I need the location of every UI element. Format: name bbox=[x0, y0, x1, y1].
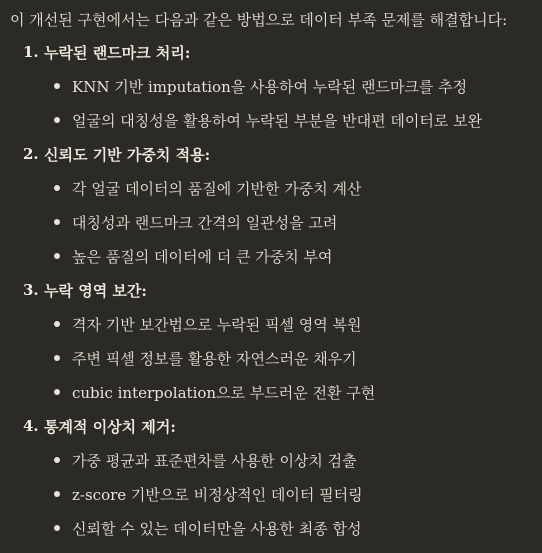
bullet-icon bbox=[54, 321, 60, 327]
section-heading bbox=[0, 409, 542, 443]
bullet-list bbox=[0, 443, 542, 545]
section-missing-region-interpolation bbox=[0, 273, 542, 409]
bullet-list bbox=[0, 307, 542, 409]
bullet-icon bbox=[54, 457, 60, 463]
bullet-icon bbox=[54, 83, 60, 89]
section-number: 3. bbox=[23, 281, 39, 299]
list-item-text: 높은 품질의 데이터에 더 큰 가중치 부여 bbox=[72, 247, 333, 266]
section-heading bbox=[0, 137, 542, 171]
section-list bbox=[0, 35, 542, 545]
intro-text: 이 개선된 구현에서는 다음과 같은 방법으로 데이터 부족 문제를 해결합니다: bbox=[10, 11, 508, 29]
bullet-list bbox=[0, 69, 542, 137]
list-item-text: 얼굴의 대칭성을 활용하여 누락된 부분을 반대편 데이터로 보완 bbox=[72, 111, 483, 130]
list-item bbox=[0, 239, 542, 273]
list-item bbox=[0, 205, 542, 239]
section-outlier-removal bbox=[0, 409, 542, 545]
bullet-icon bbox=[54, 525, 60, 531]
section-title: 누락된 랜드마크 처리: bbox=[44, 43, 191, 62]
bullet-icon bbox=[54, 185, 60, 191]
section-heading bbox=[0, 35, 542, 69]
list-item bbox=[0, 511, 542, 545]
list-item-text: 주변 픽셀 정보를 활용한 자연스러운 채우기 bbox=[72, 349, 357, 368]
list-item-text: KNN 기반 imputation을 사용하여 누락된 랜드마크를 추정 bbox=[72, 77, 468, 96]
section-number: 4. bbox=[23, 417, 39, 435]
section-title: 신뢰도 기반 가중치 적용: bbox=[44, 145, 211, 164]
bullet-icon bbox=[54, 253, 60, 259]
list-item-text: 각 얼굴 데이터의 품질에 기반한 가중치 계산 bbox=[72, 179, 362, 198]
section-confidence-weights bbox=[0, 137, 542, 273]
bullet-icon bbox=[54, 355, 60, 361]
list-item bbox=[0, 103, 542, 137]
list-item bbox=[0, 341, 542, 375]
list-item-text: 가중 평균과 표준편차를 사용한 이상치 검출 bbox=[72, 451, 357, 470]
list-item bbox=[0, 443, 542, 477]
list-item-text: 격자 기반 보간법으로 누락된 픽셀 영역 복원 bbox=[72, 315, 362, 334]
section-missing-landmarks bbox=[0, 35, 542, 137]
list-item bbox=[0, 477, 542, 511]
section-number: 2. bbox=[23, 145, 39, 163]
section-number: 1. bbox=[23, 43, 39, 61]
list-item-text: cubic interpolation으로 부드러운 전환 구현 bbox=[72, 383, 376, 402]
section-title: 누락 영역 보간: bbox=[44, 281, 147, 300]
bullet-icon bbox=[54, 491, 60, 497]
list-item-text: 신뢰할 수 있는 데이터만을 사용한 최종 합성 bbox=[72, 519, 362, 538]
bullet-list bbox=[0, 171, 542, 273]
list-item bbox=[0, 307, 542, 341]
bullet-icon bbox=[54, 117, 60, 123]
bullet-icon bbox=[54, 389, 60, 395]
list-item-text: 대칭성과 랜드마크 간격의 일관성을 고려 bbox=[72, 213, 338, 232]
list-item bbox=[0, 69, 542, 103]
list-item bbox=[0, 375, 542, 409]
list-item-text: z-score 기반으로 비정상적인 데이터 필터링 bbox=[72, 485, 363, 504]
list-item bbox=[0, 171, 542, 205]
section-heading bbox=[0, 273, 542, 307]
bullet-icon bbox=[54, 219, 60, 225]
section-title: 통계적 이상치 제거: bbox=[44, 417, 176, 436]
